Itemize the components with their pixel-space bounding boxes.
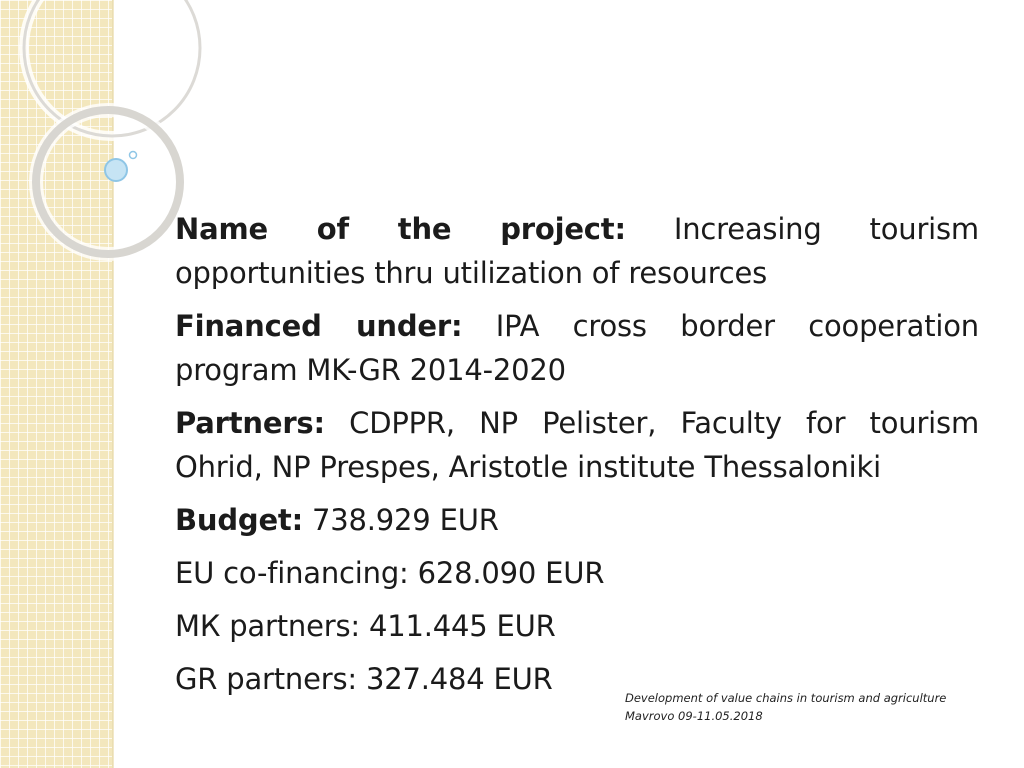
- project-name-label: Name of the project:: [175, 212, 626, 246]
- bubble-large: [105, 159, 127, 181]
- bubble-small: [130, 152, 137, 159]
- footer-line-2: Mavrovo 09-11.05.2018: [625, 709, 763, 723]
- budget-line: [175, 498, 979, 542]
- project-name-value: Increasing tourism opportunities thru utilization of resources: [175, 212, 979, 290]
- partners-value: CDPPR, NP Pelister, Faculty for tourism Ohrid, NP Prespes, Aristotle institute Thessaloniki: [175, 406, 979, 484]
- decorative-rings: [0, 0, 180, 260]
- slide-body: [175, 207, 979, 710]
- gr-partners-line: GR partners: 327.484 EUR: [175, 662, 553, 696]
- budget-value: 738.929 EUR: [312, 503, 499, 537]
- budget-label: Budget:: [175, 503, 303, 537]
- project-name-line: [175, 207, 979, 295]
- footer-line-1: Development of value chains in tourism and agriculture: [625, 691, 947, 705]
- partners-line: [175, 401, 979, 489]
- partners-label: Partners:: [175, 406, 325, 440]
- financed-value: IPA cross border cooperation program MK-GR 2014-2020: [175, 309, 979, 387]
- financed-label: Financed under:: [175, 309, 463, 343]
- footer-note: [625, 689, 946, 725]
- financed-line: [175, 304, 979, 392]
- mk-partners-line: МК partners: 411.445 EUR: [175, 609, 556, 643]
- eu-cofinancing-line: EU co-financing: 628.090 EUR: [175, 556, 605, 590]
